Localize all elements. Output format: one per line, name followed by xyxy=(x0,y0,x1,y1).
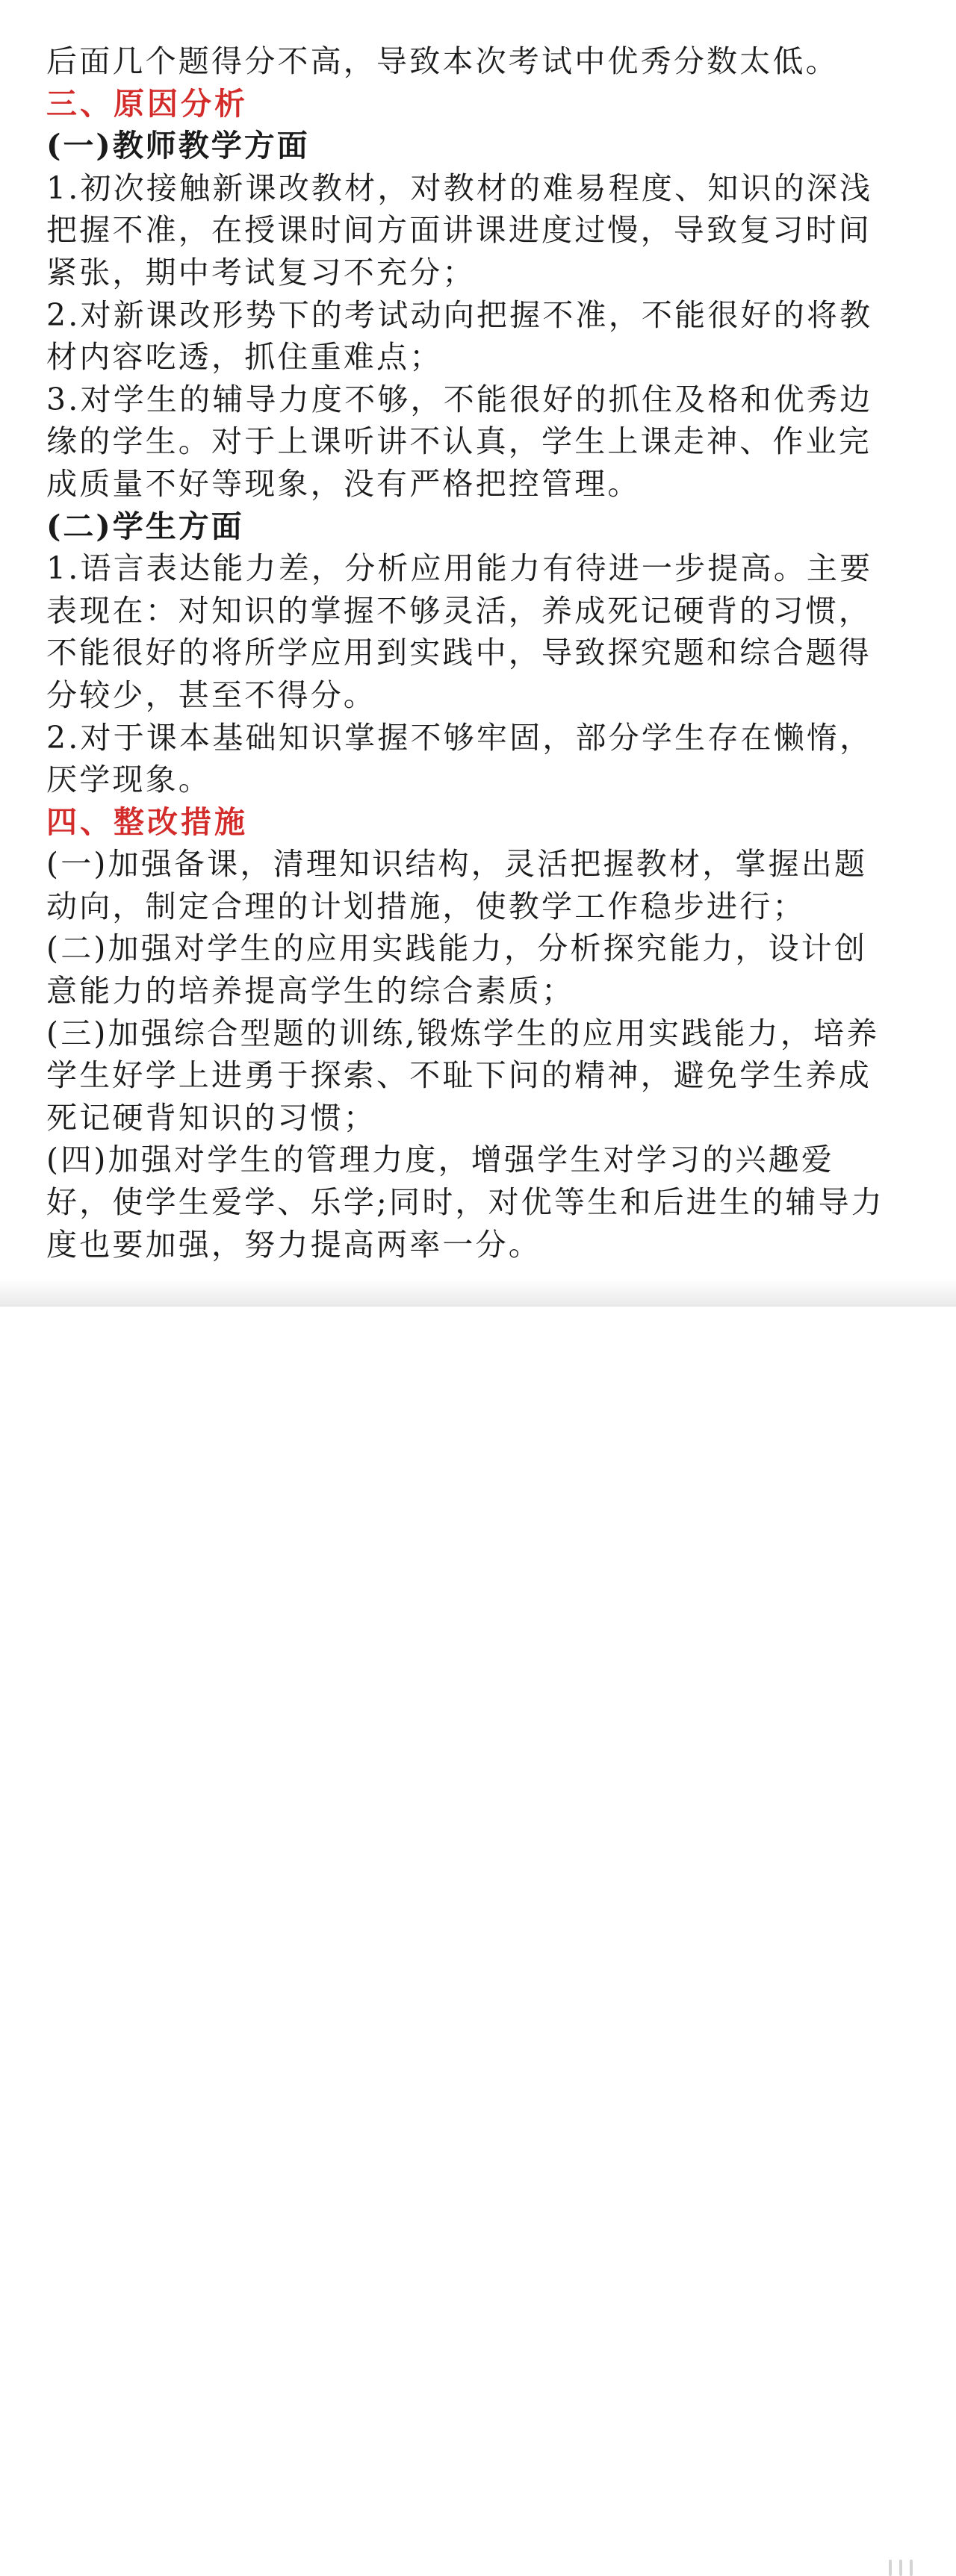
text-line-13: 1.语言表达能力差，分析应用能力有待进一步提高。主要 xyxy=(46,550,873,587)
text-line-5: 把握不准，在授课时间方面讲课进度过慢，导致复习时间 xyxy=(46,212,872,249)
text-line-25: 学生好学上进勇于探索、不耻下问的精神，避免学生养成 xyxy=(46,1057,872,1094)
indicator-mark xyxy=(899,2560,902,2576)
text-line-17: 2.对于课本基础知识掌握不够牢固，部分学生存在懒惰， xyxy=(46,719,873,756)
text-line-28: 好，使学生爱学、乐学;同时，对优等生和后进生的辅导力 xyxy=(46,1184,885,1221)
subheading-students: (二)学生方面 xyxy=(46,508,244,544)
page-indicator xyxy=(889,2560,913,2576)
text-line-15: 不能很好的将所学应用到实践中，导致探究题和综合题得 xyxy=(46,635,872,671)
text-line-6: 紧张，期中考试复习不充分； xyxy=(46,254,476,290)
text-line-7: 2.对新课改形势下的考试动向把握不准，不能很好的将教 xyxy=(46,296,873,333)
text-line-16: 分较少，甚至不得分。 xyxy=(46,676,376,713)
document-body xyxy=(46,40,905,1266)
text-line-14: 表现在：对知识的掌握不够灵活，养成死记硬背的习惯， xyxy=(46,592,872,629)
text-line-18: 厌学现象。 xyxy=(46,762,211,798)
text-line-27: (四)加强对学生的管理力度，增强学生对学习的兴趣爱 xyxy=(46,1142,834,1178)
section-heading-rectification: 四、整改措施 xyxy=(46,803,248,840)
bottom-fade-bar xyxy=(0,1278,956,1307)
text-line-29: 度也要加强，努力提高两率一分。 xyxy=(46,1226,541,1263)
text-line-8: 材内容吃透，抓住重难点； xyxy=(46,339,443,376)
text-line-26: 死记硬背知识的习惯； xyxy=(46,1099,376,1136)
indicator-mark xyxy=(910,2560,913,2576)
text-line-23: 意能力的培养提高学生的综合素质； xyxy=(46,973,575,1009)
subheading-teacher: (一)教师教学方面 xyxy=(46,128,310,164)
text-line-11: 成质量不好等现象，没有严格把控管理。 xyxy=(46,465,641,502)
text-line-9: 3.对学生的辅导力度不够，不能很好的抓住及格和优秀边 xyxy=(46,381,873,417)
text-line-1: 后面几个题得分不高，导致本次考试中优秀分数太低。 xyxy=(46,43,839,79)
text-line-10: 缘的学生。对于上课听讲不认真，学生上课走神、作业完 xyxy=(46,423,872,460)
text-line-22: (二)加强对学生的应用实践能力，分析探究能力，设计创 xyxy=(46,930,868,967)
text-line-20: (一)加强备课，清理知识结构，灵活把握教材，掌握出题 xyxy=(46,846,868,883)
text-line-21: 动向，制定合理的计划措施，使教学工作稳步进行； xyxy=(46,888,806,924)
text-line-4: 1.初次接触新课改教材，对教材的难易程度、知识的深浅 xyxy=(46,169,873,206)
indicator-mark xyxy=(889,2560,892,2576)
section-heading-cause-analysis: 三、原因分析 xyxy=(46,85,248,122)
text-line-24: (三)加强综合型题的训练,锻炼学生的应用实践能力，培养 xyxy=(46,1015,880,1051)
